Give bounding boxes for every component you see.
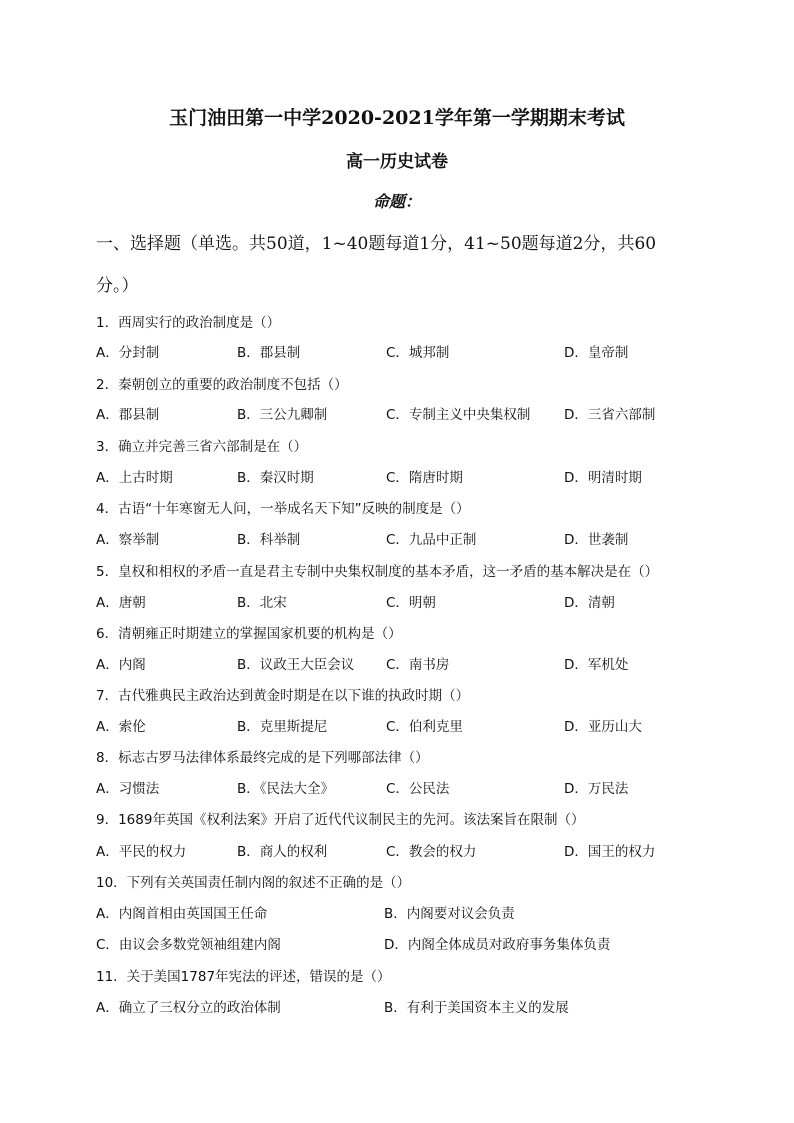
- option-c: C．南书房: [386, 657, 450, 673]
- question-stem: 4．古语“十年寒窗无人问，一举成名天下知”反映的制度是（）: [96, 501, 470, 517]
- option-c: C．隋唐时期: [386, 470, 463, 486]
- option-d: D．清朝: [564, 595, 615, 611]
- option-a: A．上古时期: [96, 470, 173, 486]
- question-stem: 11．关于美国1787年宪法的评述，错误的是（）: [96, 969, 391, 985]
- section-heading-line1: 一、选择题（单选。共50道，1~40题每道1分，41~50题每道2分，共60: [96, 234, 657, 254]
- question-stem: 8．标志古罗马法律体系最终完成的是下列哪部法律（）: [96, 750, 429, 766]
- option-d: D．明清时期: [564, 470, 642, 486]
- option-b: B．秦汉时期: [237, 470, 314, 486]
- option-a: A．内阁: [96, 657, 146, 673]
- option-d: D．国王的权力: [564, 844, 656, 860]
- option-b: B．北宋: [237, 595, 287, 611]
- option-a: A．唐朝: [96, 595, 146, 611]
- question-stem: 6．清朝雍正时期建立的掌握国家机要的机构是（）: [96, 626, 402, 642]
- question-stem: 5．皇权和相权的矛盾一直是君主专制中央集权制度的基本矛盾，这一矛盾的基本解决是在（）: [96, 564, 659, 580]
- question-stem: 2．秦朝创立的重要的政治制度不包括（）: [96, 377, 348, 393]
- option-d: D．皇帝制: [564, 345, 629, 361]
- question-stem: 7．古代雅典民主政治达到黄金时期是在以下谁的执政时期（）: [96, 688, 470, 704]
- question-stem: 1．西周实行的政治制度是（）: [96, 315, 281, 331]
- option-d: D．万民法: [564, 781, 629, 797]
- option-a: A．察举制: [96, 532, 160, 548]
- option-a: A．确立了三权分立的政治体制: [96, 1000, 281, 1016]
- option-c: C．公民法: [386, 781, 450, 797]
- option-a: A．习惯法: [96, 781, 160, 797]
- option-b: B．科举制: [237, 532, 301, 548]
- option-b: B．三公九卿制: [237, 407, 328, 423]
- option-b: B．商人的权利: [237, 844, 328, 860]
- option-d: D．内阁全体成员对政府事务集体负责: [384, 937, 611, 953]
- option-c: C．九品中正制: [386, 532, 477, 548]
- section-heading-line2: 分。）: [96, 276, 139, 296]
- option-c: C．由议会多数党领袖组建内阁: [96, 937, 281, 953]
- option-c: C．伯利克里: [386, 719, 463, 735]
- option-b: B．《民法大全》: [237, 781, 335, 797]
- option-d: D．世袭制: [564, 532, 629, 548]
- option-b: B．内阁要对议会负责: [384, 906, 515, 922]
- option-a: A．分封制: [96, 345, 160, 361]
- exam-subtitle: 高一历史试卷: [346, 152, 448, 172]
- question-stem: 9．1689年英国《权利法案》开启了近代代议制民主的先河。该法案旨在限制（）: [96, 812, 585, 828]
- option-d: D．军机处: [564, 657, 629, 673]
- exam-author-label: 命题：: [372, 192, 421, 211]
- option-a: A．内阁首相由英国国王任命: [96, 906, 268, 922]
- option-c: C．城邦制: [386, 345, 450, 361]
- option-b: B．有利于美国资本主义的发展: [384, 1000, 569, 1016]
- option-c: C．教会的权力: [386, 844, 477, 860]
- question-stem: 10．下列有关英国责任制内阁的叙述不正确的是（）: [96, 875, 411, 891]
- option-a: A．索伦: [96, 719, 146, 735]
- question-stem: 3．确立并完善三省六部制是在（）: [96, 439, 308, 455]
- option-b: B．议政王大臣会议: [237, 657, 355, 673]
- option-c: C．专制主义中央集权制: [386, 407, 531, 423]
- exam-title: 玉门油田第一中学2020-2021学年第一学期期末考试: [169, 107, 625, 129]
- option-b: B．郡县制: [237, 345, 301, 361]
- option-d: D．三省六部制: [564, 407, 656, 423]
- option-b: B．克里斯提尼: [237, 719, 328, 735]
- option-d: D．亚历山大: [564, 719, 642, 735]
- option-c: C．明朝: [386, 595, 436, 611]
- option-a: A．平民的权力: [96, 844, 187, 860]
- option-a: A．郡县制: [96, 407, 160, 423]
